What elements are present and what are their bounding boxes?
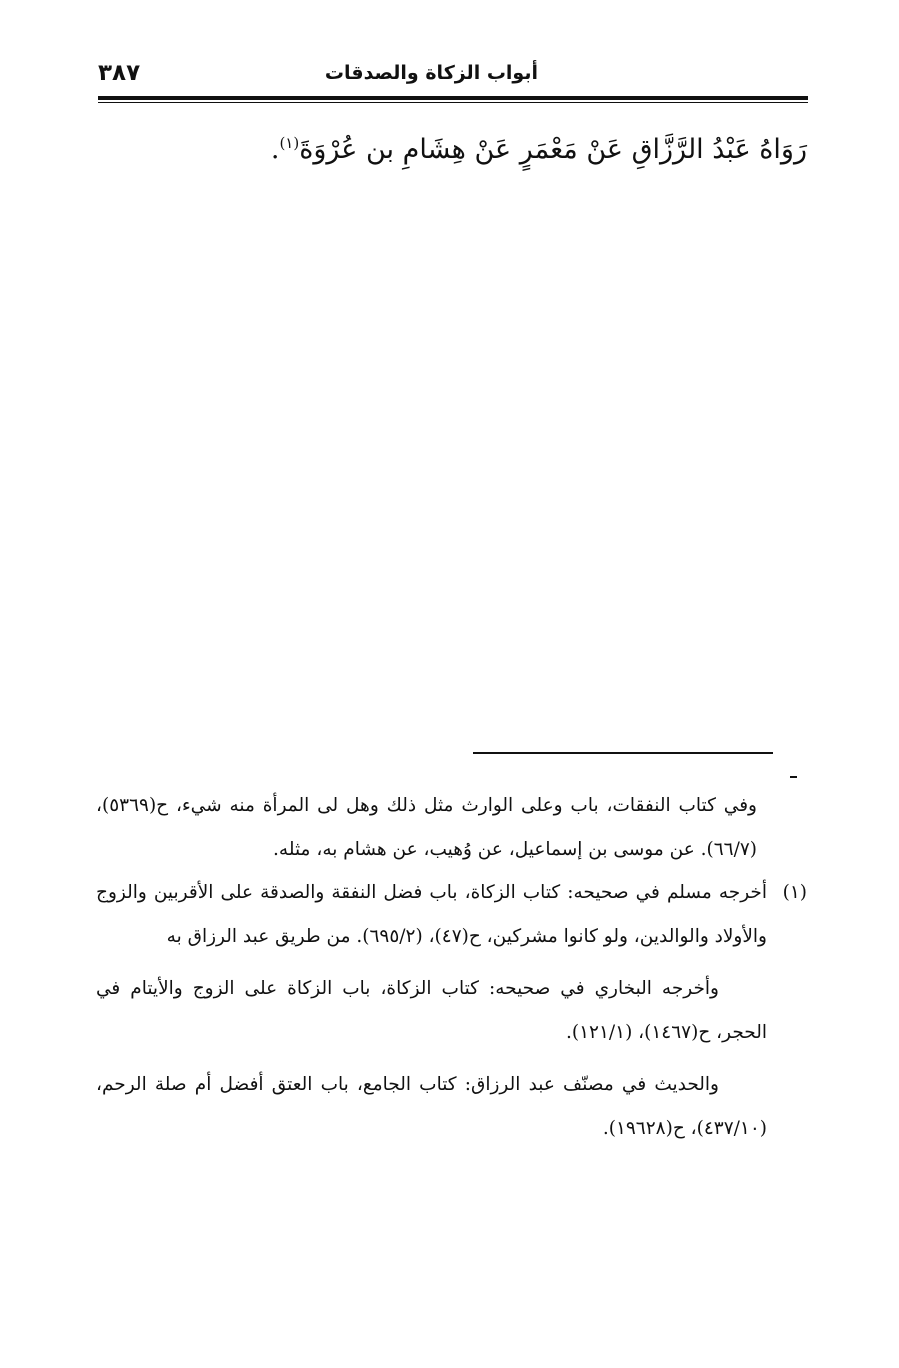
header-rule-thick bbox=[98, 96, 808, 100]
page-number: ٣٨٧ bbox=[98, 60, 141, 86]
hadith-sentence: رَوَاهُ عَبْدُ الرَّزَّاقِ عَنْ مَعْمَرٍ عَنْ هِشَامِ بن عُرْوَةَ bbox=[299, 134, 807, 165]
footnote-body bbox=[96, 871, 767, 1150]
footnote-continuation: وفي كتاب النفقات، باب وعلى الوارث مثل ذلك وهل لى المرأة منه شيء، ح(٥٣٦٩)، (٦٦/٧). عن موسى بن إسماعيل، عن وُهيب، عن هشام به، مثله. bbox=[96, 795, 757, 860]
footnote-separator bbox=[473, 752, 773, 754]
hadith-text bbox=[92, 118, 807, 175]
footnote-paragraph: أخرجه مسلم في صحيحه: كتاب الزكاة، باب فضل النفقة والصدقة على الأقربين والزوج والأولاد والوالدين، ولو كانوا مشركين، ح(٤٧)، (٦٩٥/٢). من طريق عبد الرزاق به bbox=[96, 882, 767, 947]
footnote-paragraph: والحديث في مصنّف عبد الرزاق: كتاب الجامع، باب العتق أفضل أم صلة الرحم، (٤٣٧/١٠)، ح(١٩٦٢٨). bbox=[96, 1074, 767, 1139]
footnotes bbox=[96, 784, 807, 1150]
sentence-end: . bbox=[270, 134, 280, 165]
continuation-mark bbox=[790, 776, 797, 778]
footnote-1 bbox=[96, 871, 807, 1150]
footnote-number: (١) bbox=[782, 882, 807, 903]
footnote-paragraph: وأخرجه البخاري في صحيحه: كتاب الزكاة، باب الزكاة على الزوج والأيتام في الحجر، ح(١٤٦٧)، (١٢١/١). bbox=[96, 978, 767, 1043]
chapter-title: أبواب الزكاة والصدقات bbox=[324, 62, 538, 84]
running-header bbox=[98, 58, 808, 92]
header-rule-thin bbox=[98, 102, 808, 103]
footnote-reference[interactable]: (١) bbox=[279, 134, 300, 152]
